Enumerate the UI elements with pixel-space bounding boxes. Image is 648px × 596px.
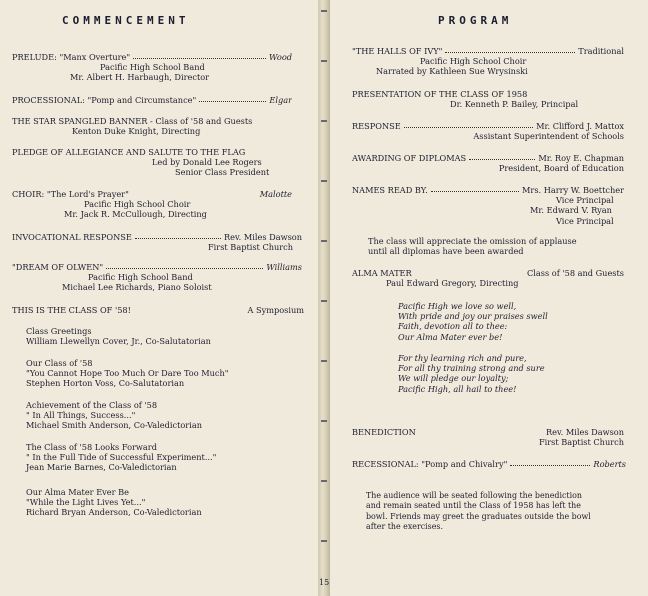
- choir-performer: Pacific High School Choir: [84, 199, 191, 210]
- pledge-role: Senior Class President: [175, 167, 270, 178]
- talk-subtitle: "You Cannot Hope Too Much Or Dare Too Much": [26, 368, 229, 379]
- response-label: RESPONSE: [352, 121, 401, 131]
- choir-entry: [12, 189, 292, 220]
- benediction-entry: [352, 427, 624, 447]
- talk-2: [26, 358, 306, 389]
- talk-speaker: Jean Marie Barnes, Co-Valedictorian: [26, 462, 177, 473]
- invocational-church: First Baptist Church: [208, 242, 294, 253]
- talk-subtitle: " In the Full Tide of Successful Experiment...": [26, 452, 217, 463]
- processional-entry: [12, 95, 292, 105]
- anthem-label: THE STAR SPANGLED BANNER - Class of '58 and Guests: [12, 116, 253, 126]
- talk-subtitle: "While the Light Lives Yet...": [26, 497, 146, 508]
- talk-5: [26, 487, 306, 518]
- anthem-entry: [12, 116, 302, 136]
- talk-speaker: Stephen Horton Voss, Co-Salutatorian: [26, 378, 185, 389]
- diplomas-role: President, Board of Education: [498, 163, 624, 174]
- benediction-label: BENEDICTION: [352, 427, 416, 437]
- presentation-presenter: Dr. Kenneth P. Bailey, Principal: [450, 99, 579, 110]
- recessional-entry: [352, 459, 626, 469]
- recessional-composer: Roberts: [593, 459, 626, 469]
- names-entry: [352, 185, 624, 226]
- talk-title: Achievement of the Class of '58: [26, 400, 158, 410]
- pledge-entry: [12, 147, 302, 178]
- invocational-label: INVOCATIONAL RESPONSE: [12, 232, 132, 242]
- olwen-entry: [12, 262, 302, 293]
- pledge-label: PLEDGE OF ALLEGIANCE AND SALUTE TO THE FLAG: [12, 147, 246, 157]
- olwen-composer: Williams: [266, 262, 302, 272]
- book-gutter: [318, 0, 330, 596]
- prelude-label: PRELUDE: "Manx Overture": [12, 52, 131, 62]
- talk-title: Class Greetings: [26, 326, 92, 336]
- alma-director: Paul Edward Gregory, Directing: [386, 278, 519, 289]
- applause-note: The class will appreciate the omission of applause until all diplomas have been awarded: [368, 236, 577, 257]
- choir-label: CHOIR: "The Lord's Prayer": [12, 189, 129, 199]
- processional-composer: Elgar: [269, 95, 292, 105]
- left-page: [0, 0, 318, 596]
- benediction-church: First Baptist Church: [538, 437, 624, 448]
- symposium-label: THIS IS THE CLASS OF '58!: [12, 305, 131, 315]
- alma-performer: Class of '58 and Guests: [527, 268, 624, 278]
- diplomas-speaker: Mr. Roy E. Chapman: [538, 153, 624, 163]
- symposium-note: A Symposium: [247, 305, 304, 315]
- talk-speaker: Michael Smith Anderson, Co-Valedictorian: [26, 420, 202, 431]
- alma-entry: [352, 268, 624, 288]
- hymn-verse-1: Pacific High we love so well, With pride and joy our praises swell Faith, devotion all to thee: Our Alma Mater ever be!: [398, 301, 548, 342]
- talk-4: [26, 442, 312, 473]
- talk-1: [26, 326, 306, 346]
- names-reader1: Mrs. Harry W. Boettcher: [522, 185, 624, 195]
- ivy-label: "THE HALLS OF IVY": [352, 46, 443, 56]
- prelude-director: Mr. Albert H. Harbaugh, Director: [70, 72, 210, 83]
- ivy-composer: Traditional: [578, 46, 624, 56]
- anthem-director: Kenton Duke Knight, Directing: [72, 126, 201, 137]
- olwen-performer: Pacific High School Band: [88, 272, 193, 283]
- choir-director: Mr. Jack R. McCullough, Directing: [64, 209, 207, 220]
- symposium-entry: [12, 305, 304, 315]
- hymn-verse-2: For thy learning rich and pure, For all thy training strong and sure We will pledge our loyalty; Pacific High, all hail to thee!: [398, 353, 545, 394]
- ivy-performer: Pacific High School Choir: [420, 56, 527, 67]
- talk-title: Our Class of '58: [26, 358, 93, 368]
- talk-title: Our Alma Mater Ever Be: [26, 487, 130, 497]
- presentation-label: PRESENTATION OF THE CLASS OF 1958: [352, 89, 528, 99]
- right-page: [330, 0, 648, 596]
- benediction-speaker: Rev. Miles Dawson: [546, 427, 624, 437]
- ivy-narrator: Narrated by Kathleen Sue Wrysinski: [376, 66, 528, 77]
- recessional-label: RECESSIONAL: "Pomp and Chivalry": [352, 459, 508, 469]
- talk-title: The Class of '58 Looks Forward: [26, 442, 157, 452]
- prelude-composer: Wood: [269, 52, 292, 62]
- page-number: 15: [319, 578, 330, 587]
- names-role2: Vice Principal: [556, 215, 614, 226]
- choir-composer: Malotte: [259, 189, 292, 199]
- names-role1: Vice Principal: [556, 195, 614, 206]
- invocational-speaker: Rev. Miles Dawson: [224, 232, 302, 242]
- response-entry: [352, 121, 624, 141]
- prelude-entry: [12, 52, 292, 83]
- response-speaker: Mr. Clifford J. Mattox: [536, 121, 624, 131]
- names-reader2: Mr. Edward V. Ryan: [530, 205, 612, 216]
- talk-speaker: Richard Bryan Anderson, Co-Valedictorian: [26, 507, 202, 518]
- presentation-entry: [352, 89, 624, 109]
- olwen-label: "DREAM OF OLWEN": [12, 262, 104, 272]
- invocational-entry: [12, 232, 302, 252]
- alma-label: ALMA MATER: [352, 268, 412, 278]
- olwen-soloist: Michael Lee Richards, Piano Soloist: [62, 282, 212, 293]
- talk-speaker: William Llewellyn Cover, Jr., Co-Salutatorian: [26, 336, 211, 347]
- diplomas-entry: [352, 153, 624, 173]
- closing-note: The audience will be seated following the benediction and remain seated until the Class of 1958 has left the bowl. Friends may greet the graduates outside the bowl after the exercises.: [366, 491, 591, 532]
- names-label: NAMES READ BY.: [352, 185, 428, 195]
- pledge-leader: Led by Donald Lee Rogers: [152, 157, 262, 168]
- response-role: Assistant Superintendent of Schools: [473, 131, 624, 142]
- ivy-entry: [352, 46, 624, 77]
- talk-3: [26, 400, 306, 431]
- program-heading: PROGRAM: [438, 14, 513, 27]
- processional-label: PROCESSIONAL: "Pomp and Circumstance": [12, 95, 197, 105]
- prelude-performer: Pacific High School Band: [100, 62, 205, 73]
- diplomas-label: AWARDING OF DIPLOMAS: [352, 153, 467, 163]
- commencement-heading: COMMENCEMENT: [62, 14, 190, 27]
- talk-subtitle: " In All Things, Success...": [26, 410, 136, 421]
